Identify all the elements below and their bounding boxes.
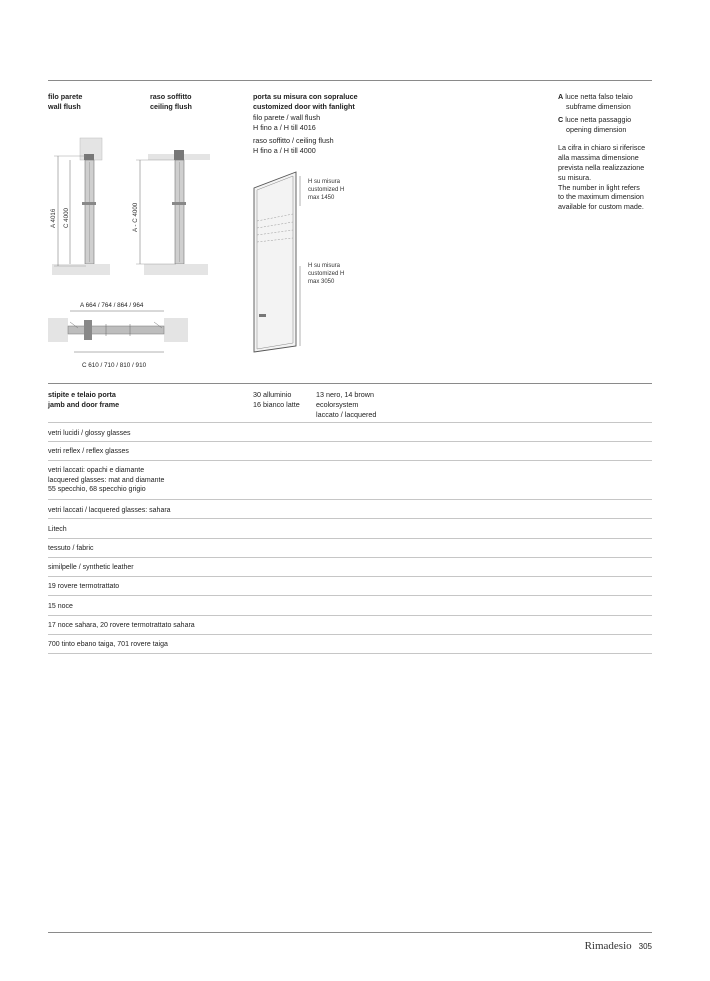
row-divider [48, 499, 652, 500]
top-track [84, 154, 94, 160]
door-note2-line: H su misura [308, 263, 341, 269]
row-divider [48, 557, 652, 558]
legend-note-line: to the maximum dimension [558, 192, 644, 202]
finish-alu: 30 alluminio [253, 390, 292, 399]
legend-note-line: The number in light refers [558, 182, 640, 192]
row-divider [48, 615, 652, 616]
finish-row: 15 noce [48, 603, 73, 610]
top-track [174, 150, 184, 160]
brand-name: Rimadesio [584, 940, 632, 952]
legend-a-line1: luce netta falso telaio [565, 92, 633, 101]
finish-system-line: ecolorsystem [316, 399, 359, 409]
ceiling-ac-dimension: A - C 4000 [132, 202, 139, 232]
row-divider [48, 634, 652, 635]
col-wall-flush-en: wall flush [48, 101, 81, 111]
door-note2-line: max 3050 [308, 279, 335, 285]
col-wall-flush-it: filo parete [48, 92, 83, 101]
top-rule [48, 80, 652, 81]
legend-c-key: C [558, 114, 564, 124]
door-note1-line: max 1450 [308, 195, 335, 201]
door-note2-line: customized H [308, 271, 345, 277]
jamb-frame-label-en: jamb and door frame [48, 399, 120, 409]
finish-row: 700 tinto ebano taiga, 701 rovere taiga [48, 641, 168, 648]
row-divider [48, 460, 652, 461]
finish-row-line: vetri laccati: opachi e diamante [48, 467, 145, 474]
row-divider [48, 518, 652, 519]
finish-alu-white [253, 390, 300, 410]
row-divider [48, 441, 652, 442]
col-wall-flush-header [48, 92, 82, 112]
floor [52, 264, 110, 275]
legend-a-line2: subframe dimension [566, 101, 631, 111]
finish-colors [316, 390, 376, 420]
col-ceiling-flush-header [150, 92, 192, 112]
finish-row: vetri reflex / reflex glasses [48, 448, 129, 455]
finish-white: 16 bianco latte [253, 399, 300, 409]
plan-view-drawing [44, 296, 196, 372]
col-custom-door-line1: filo parete / wall flush [253, 112, 321, 122]
right-wall [164, 318, 188, 342]
finish-row: 19 rovere termotrattato [48, 583, 120, 590]
finish-row: similpelle / synthetic leather [48, 564, 134, 571]
finishes-rule [48, 383, 652, 384]
finish-row-line: lacquered glasses: mat and diamante [48, 476, 165, 484]
legend-c-line2: opening dimension [566, 124, 627, 134]
door-handle [172, 202, 186, 205]
finish-row: tessuto / fabric [48, 545, 94, 552]
row-divider [48, 653, 652, 654]
finish-row: vetri lucidi / glossy glasses [48, 430, 131, 437]
col-custom-door-line4: H fino a / H till 4000 [253, 145, 316, 155]
legend-c-line1: luce netta passaggio [565, 114, 632, 124]
legend [558, 92, 658, 212]
plan-a-dimension: A 664 / 764 / 864 / 964 [80, 302, 144, 309]
legend-a-key: A [558, 92, 564, 101]
finish-row-line: 55 specchio, 68 specchio grigio [48, 486, 146, 494]
col-custom-door-it: porta su misura con sopraluce [253, 92, 358, 101]
wall-flush-section-drawing [44, 136, 120, 276]
col-custom-door-line2: H fino a / H till 4016 [253, 122, 316, 132]
row-divider [48, 538, 652, 539]
door-note1-line: H su misura [308, 179, 341, 185]
legend-c [558, 115, 658, 125]
legend-a [558, 92, 658, 102]
col-ceiling-flush-it: raso soffitto [150, 92, 192, 101]
finish-colors-line: 13 nero, 14 brown [316, 390, 374, 399]
legend-note [558, 143, 658, 213]
legend-note-line: La cifra in chiaro si riferisce [558, 142, 646, 152]
finish-row: Litech [48, 526, 67, 533]
floor [144, 264, 208, 275]
col-custom-door-line3: raso soffitto / ceiling flush [253, 135, 334, 145]
page-number: 305 [638, 942, 652, 951]
door-plan [68, 326, 164, 334]
handle-plan [84, 320, 92, 340]
row-divider [48, 422, 652, 423]
wall-c-dimension: C 4000 [63, 208, 70, 228]
left-wall [48, 318, 68, 342]
wall-a-dimension: A 4016 [50, 208, 57, 228]
plan-c-dimension: C 610 / 710 / 810 / 910 [82, 362, 147, 369]
col-custom-door-en: customized door with fanlight [253, 101, 355, 111]
door-handle [82, 202, 96, 205]
row-divider [48, 576, 652, 577]
ceiling-flush-section-drawing [126, 136, 216, 276]
col-ceiling-flush-en: ceiling flush [150, 101, 192, 111]
custom-door-elevation [246, 166, 358, 356]
door-handle [259, 314, 266, 317]
legend-note-line: su misura. [558, 172, 592, 182]
jamb-frame-label [48, 390, 119, 410]
footer-rule [48, 932, 652, 933]
row-divider [48, 595, 652, 596]
legend-note-line: prevista nella realizzazione [558, 162, 645, 172]
door-outline [254, 172, 296, 352]
finish-lacquer-line: laccato / lacquered [316, 409, 377, 419]
jamb-frame-label-it: stipite e telaio porta [48, 390, 116, 399]
finish-row: 17 noce sahara, 20 rovere termotrattato sahara [48, 622, 195, 629]
finish-row-multiline [48, 466, 164, 495]
col-custom-door-header [253, 92, 358, 156]
door-note1-line: customized H [308, 187, 345, 193]
legend-note-line: available for custom made. [558, 202, 644, 212]
legend-note-line: alla massima dimensione [558, 152, 639, 162]
footer [585, 939, 652, 954]
finish-row: vetri laccati / lacquered glasses: sahara [48, 507, 171, 514]
